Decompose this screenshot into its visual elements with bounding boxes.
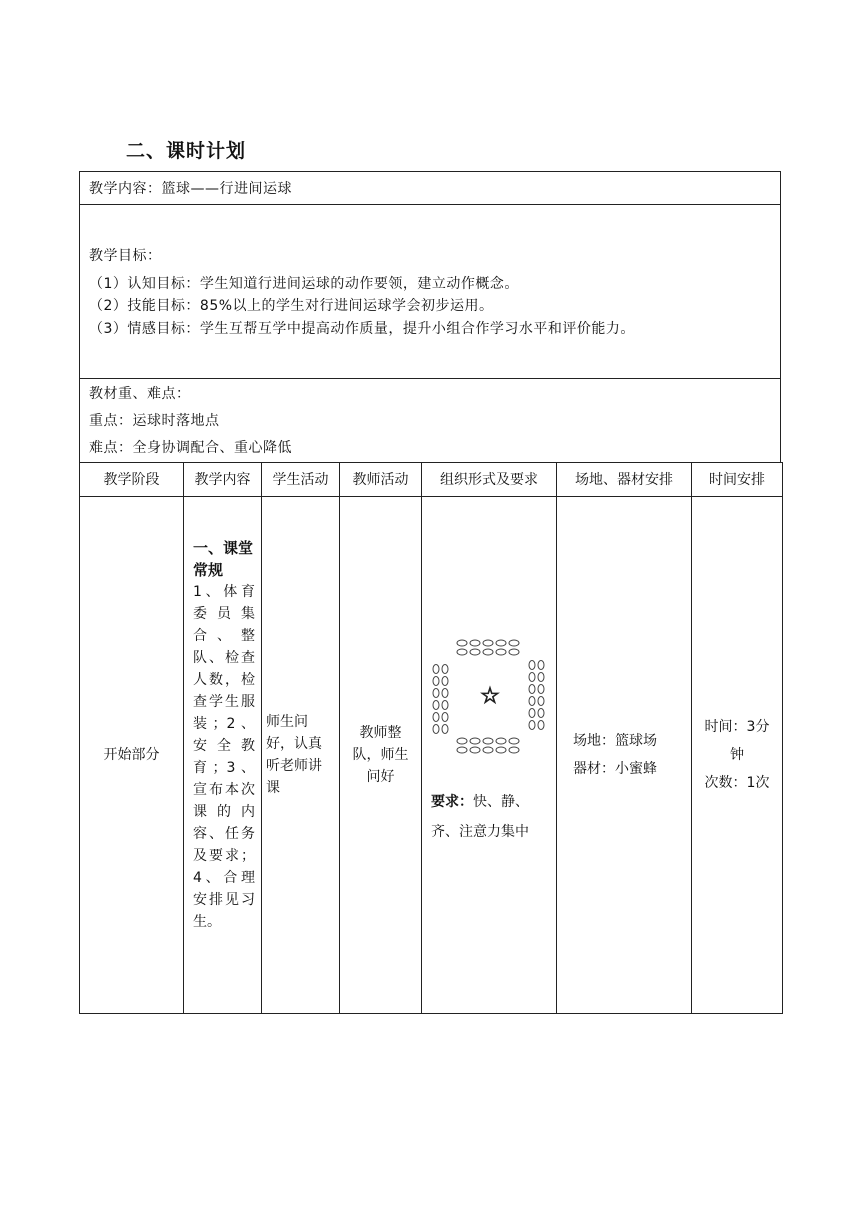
student-marker (457, 649, 467, 655)
teacher-activity-cell (340, 497, 422, 1014)
formation-diagram (432, 637, 552, 757)
student-marker (529, 697, 535, 706)
header-cell: 时间安排 (692, 463, 783, 497)
student-marker (529, 673, 535, 682)
requirement-text: 快、静、齐、注意力集中 (431, 794, 529, 840)
student-marker (496, 747, 506, 753)
student-marker (483, 640, 493, 646)
section-heading: 二、课时计划 (126, 140, 247, 162)
equipment: 器材：小蜜蜂 (573, 761, 657, 777)
student-marker (442, 713, 448, 722)
student-marker (442, 725, 448, 734)
content-cell (184, 497, 262, 1014)
content-title: 一、课堂常规 (193, 539, 254, 579)
student-marker (470, 738, 480, 744)
header-cell: 教学阶段 (80, 463, 184, 497)
student-marker (470, 640, 480, 646)
requirement (431, 787, 556, 847)
student-marker (457, 747, 467, 753)
content-row (79, 171, 781, 204)
table-header-row (80, 463, 783, 497)
formation-top-rows (457, 640, 519, 655)
time-cell (692, 497, 783, 1014)
header-cell: 学生活动 (262, 463, 340, 497)
student-marker (496, 738, 506, 744)
header-cell: 教学内容 (184, 463, 262, 497)
student-marker (509, 649, 519, 655)
student-marker (529, 661, 535, 670)
student-marker (496, 649, 506, 655)
student-marker (470, 747, 480, 753)
star-icon: ☆ (480, 684, 500, 709)
student-marker (538, 661, 544, 670)
student-marker (457, 738, 467, 744)
lesson-plan-table (79, 462, 783, 1014)
student-marker (538, 685, 544, 694)
student-marker (433, 665, 439, 674)
key-points-title: 教材重、难点： (89, 386, 191, 402)
stage-cell: 开始部分 (80, 497, 184, 1014)
teacher-activity: 教师整队，师生问好 (352, 725, 409, 785)
student-marker (457, 640, 467, 646)
student-marker (538, 697, 544, 706)
student-marker (538, 721, 544, 730)
goals-row (79, 204, 781, 378)
student-marker (509, 747, 519, 753)
student-marker (433, 689, 439, 698)
header-cell: 场地、器材安排 (557, 463, 692, 497)
student-activity: 师生问好，认真听老师讲课 (266, 714, 322, 796)
student-marker (529, 685, 535, 694)
difficult-point: 难点：全身协调配合、重心降低 (89, 440, 292, 456)
goal-item: （3）情感目标：学生互帮互学中提高动作质量，提升小组合作学习水平和评价能力。 (89, 321, 635, 337)
table-row (80, 497, 783, 1014)
formation-bottom-rows (457, 738, 519, 753)
student-marker (509, 640, 519, 646)
goal-item: （1）认知目标：学生知道行进间运球的动作要领，建立动作概念。 (89, 276, 519, 292)
requirement-label: 要求： (431, 794, 473, 810)
organization-cell (422, 497, 557, 1014)
venue-cell (557, 497, 692, 1014)
student-marker (529, 721, 535, 730)
student-marker (433, 725, 439, 734)
student-marker (433, 701, 439, 710)
count: 次数：1次 (704, 775, 770, 791)
content-line: 教学内容：篮球——行进间运球 (89, 181, 292, 197)
header-cell: 组织形式及要求 (422, 463, 557, 497)
student-marker (538, 673, 544, 682)
student-marker (442, 701, 448, 710)
student-activity-cell (262, 497, 340, 1014)
student-marker (470, 649, 480, 655)
student-marker (442, 677, 448, 686)
student-marker (529, 709, 535, 718)
time: 时间：3分 钟 (704, 719, 770, 763)
student-marker (442, 689, 448, 698)
student-marker (433, 677, 439, 686)
student-marker (442, 665, 448, 674)
student-marker (538, 709, 544, 718)
student-marker (496, 640, 506, 646)
key-points-row (79, 378, 781, 462)
student-marker (483, 649, 493, 655)
venue: 场地：篮球场 (573, 733, 657, 749)
goal-item: （2）技能目标：85%以上的学生对行进间运球学会初步运用。 (89, 298, 494, 314)
content-desc: 1、体育委员集合、整队、检查人数，检查学生服装；2、安全教育；3、宣布本次课的内容、任务及要求；4、合理安排见习生。 (193, 584, 255, 930)
key-point: 重点：运球时落地点 (89, 413, 220, 429)
student-marker (433, 713, 439, 722)
student-marker (483, 738, 493, 744)
student-marker (509, 738, 519, 744)
header-cell: 教师活动 (340, 463, 422, 497)
goals-title: 教学目标： (89, 248, 162, 264)
student-marker (483, 747, 493, 753)
